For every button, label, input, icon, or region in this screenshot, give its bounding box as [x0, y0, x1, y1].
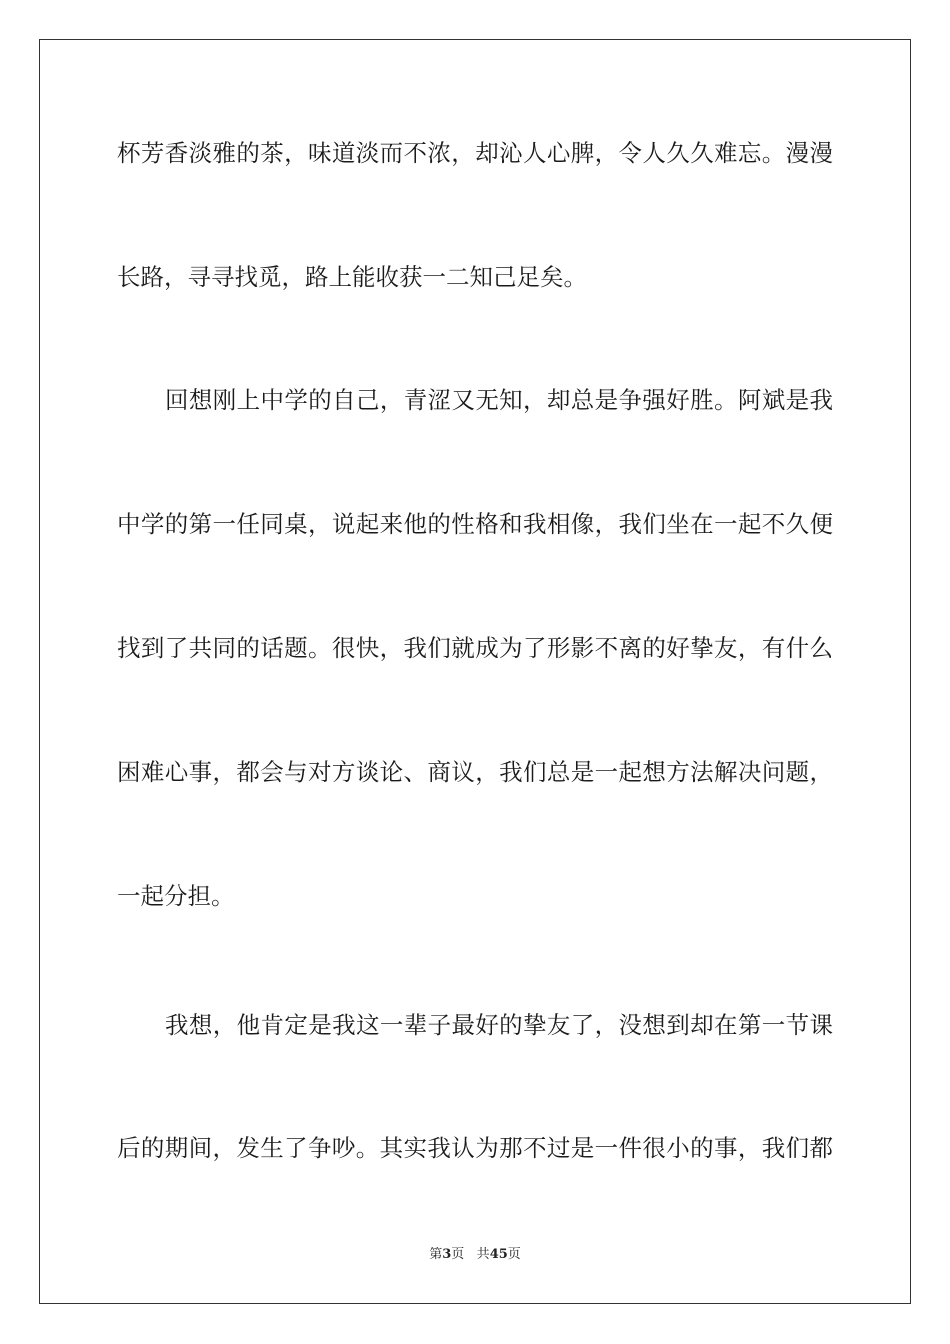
text-line: 困难心事，都会与对方谈论、商议，我们总是一起想方法解决问题，	[117, 758, 833, 786]
text-line: 找到了共同的话题。很快，我们就成为了形影不离的好挚友，有什么	[117, 634, 833, 662]
total-prefix: 共	[476, 1247, 490, 1262]
page-frame	[39, 39, 911, 1304]
text-line: 一起分担。	[117, 882, 235, 910]
paragraph-first-line: 回想刚上中学的自己，青涩又无知，却总是争强好胜。阿斌是我	[165, 386, 833, 414]
text-line: 长路，寻寻找觅，路上能收获一二知己足矣。	[117, 263, 587, 291]
text-line: 中学的第一任同桌，说起来他的性格和我相像，我们坐在一起不久便	[117, 510, 833, 538]
page-footer	[0, 1247, 950, 1263]
paragraph-first-line: 我想，他肯定是我这一辈子最好的挚友了，没想到却在第一节课	[165, 1011, 833, 1039]
text-line: 杯芳香淡雅的茶，味道淡而不浓，却沁人心脾，令人久久难忘。漫漫	[117, 139, 833, 167]
total-pages: 45	[489, 1247, 508, 1262]
page-prefix: 第	[429, 1247, 443, 1262]
text-line: 后的期间，发生了争吵。其实我认为那不过是一件很小的事，我们都	[117, 1134, 833, 1162]
page-number: 3	[442, 1247, 452, 1262]
total-suffix: 页	[507, 1247, 521, 1262]
page-suffix: 页	[451, 1247, 465, 1262]
